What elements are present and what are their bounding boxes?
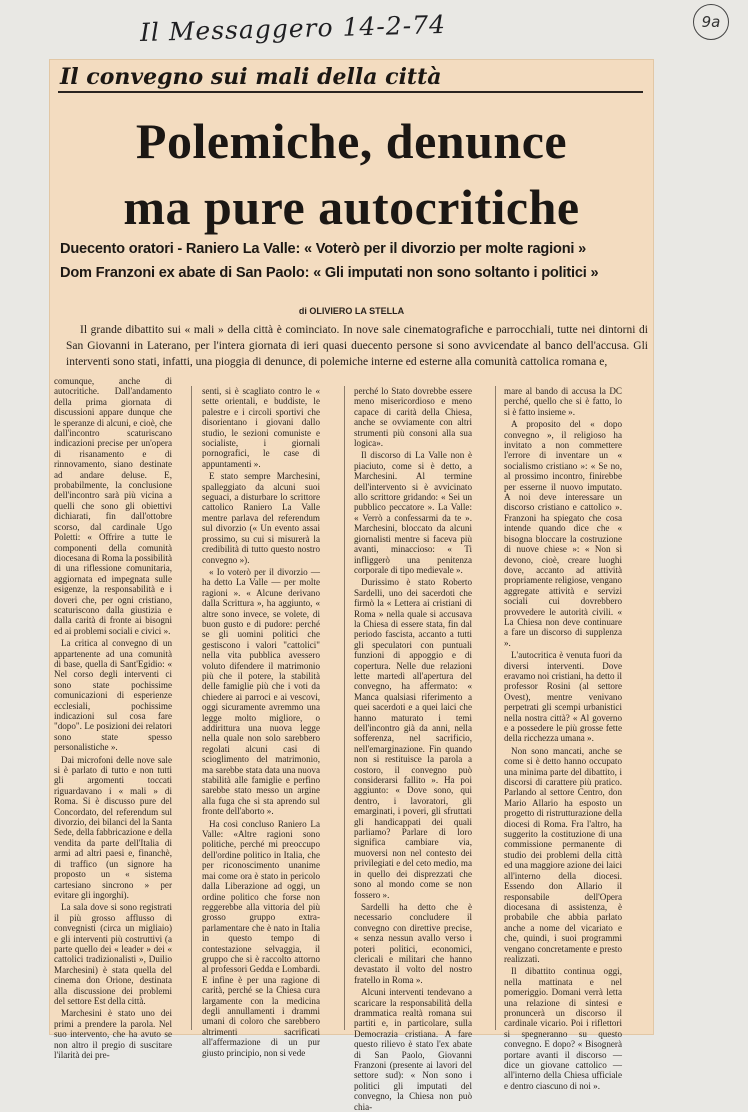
paragraph: Non sono mancati, anche se come si è detto hanno occupato una minima parte del dibattito, i discorsi di carattere più pratico. Parlando al settore Centro, don Mario Allario ha esposto un progetto di ristrutturazione della diocesi di Roma. Fra l'altro, ha suggerito la costituzione di una commissione permanente di studio dei problemi della città ed una maggiore azione dei laici all'interno della diocesi. Essendo don Allario il responsabile dell'Opera diocesana di assistenza, è probabile che abbia parlato anche a nome del vicariato e che, quindi, i suoi programmi vengano concretamente e presto realizzati. xyxy=(504,745,622,964)
handwritten-annotation: Il Messaggero 14-2-74 xyxy=(139,10,447,47)
column-3 xyxy=(354,386,472,1112)
column-1 xyxy=(54,376,172,1060)
newspaper-clipping xyxy=(50,60,653,1112)
deck-line-2: Dom Franzoni ex abate di San Paolo: « Gli imputati non sono soltanto i politici » xyxy=(60,265,599,281)
paragraph: Sardelli ha detto che è necessario concludere il convegno con direttive precise, « senza nessun avallo verso i poteri politici, economici, clericali e militari che hanno devastato il volto del nostro fratello in Roma ». xyxy=(354,901,472,985)
headline-line-1: Polemiche, denunce xyxy=(135,113,568,169)
paragraph: Il dibattito continua oggi, nella mattinata e nel pomeriggio. Domani verrà letta una relazione di sintesi e pronuncerà un discorso il cardinale vicario. Poi i riflettori si spegneranno su questo convegno. E dopo? « Bisognerà portare avanti il discorso — dice un giovane cattolico — all'interno della Chiesa ufficiale e dentro ciascuno di noi ». xyxy=(504,966,622,1091)
paragraph: comunque, anche di autocritiche. Dall'andamento della prima giornata di discussioni appare dunque che le speranze di alcuni, e cioè, che dall'incontro scaturiscano indicazioni precise per un'opera di risanamento e di rinnovamento, siano destinate ad andare deluse. E, probabilmente, la conclusione dell'incontro sarà più vicina a quelli che sono gli obiettivi dichiarati, fin dall'ottobre scorso, dal cardinale Ugo Poletti: « Offrire a tutte le componenti della comunità diocesana di Roma la possibilità di una riflessione comunitaria, aggiornata ed impegnata sulle esigenze, la responsabilità e i doveri che, per ogni cristiano, scaturiscono dalla giustizia e dalla carità di fronte ai bisogni ed ai problemi sociali e civici ». xyxy=(54,376,172,636)
paragraph: A proposito del « dopo convegno », il religioso ha invitato a non commettere l'errore di inventare un « socialismo cristiano »: « Se no, al prossimo incontro, finirebbe per esserne il nuovo imputato. A noi deve interessare un discorso cristiano e cattolico ». Franzoni ha spiegato che cosa intende quando dice che « bisogna bloccare la costruzione di nuove chiese »: « Non si devono, cioè, creare luoghi dove, accanto ad attività propriamente religiose, vengano aggregate attività e servizi sociali cui dovrebbero provvedere le autorità civili. « La Chiesa non deve continuare a fare un discorso di supplenza ». xyxy=(504,419,622,648)
paragraph: « Io voterò per il divorzio — ha detto La Valle — per molte ragioni ». « Alcune derivano dalla Scrittura », ha aggiunto, « altre sono invece, se volete, di buon gusto e di pudore: perché se gli uomini politici che gestiscono i valori "cattolici" nella vita pubblica avessero voluto difendere il matrimonio più che il potere, la stabilità delle famiglie più che i voti da chiedere ai parroci e ai vescovi, oggi sicuramente avremmo una legge molto migliore, o addirittura una nuova legge nella quale non solo sarebbero regolati alcuni casi di scioglimento del matrimonio, ma sarebbe stata data una nuova stabilità alle famiglie e perfino sarebbe stato messo un argine alla fuga che si sta aprendo sul fronte dell'aborto ». xyxy=(202,566,320,817)
column-2 xyxy=(202,386,320,1058)
deck-line-1: Duecento oratori - Raniero La Valle: « Voterò per il divorzio per molte ragioni » xyxy=(60,241,587,257)
archive-stamp: 9a xyxy=(693,4,729,40)
headline-line-2: ma pure autocritiche xyxy=(123,179,580,235)
kicker: Il convegno sui mali della città xyxy=(60,64,442,90)
paragraph: Alcuni interventi tendevano a scaricare la responsabilità della drammatica realtà romana sui partiti e, in particolare, sulla Democrazia cristiana. A fare questo rilievo è stato l'ex abate di San Paolo, Giovanni Franzoni (presente ai lavori del settore sud): « Non sono i politici gli imputati del convegno, la Chiesa non può chia- xyxy=(354,987,472,1112)
paragraph: Il discorso di La Valle non è piaciuto, come si è detto, a Marchesini. Al termine dell'intervento si è avvicinato allo scrittore gridando: « Sei un pubblico peccatore ». La Valle: « Verrò a confessarmi da te ». Marchesini, bloccato da alcuni giornalisti mentre si faceva più avanti, minaccioso: « Ti infliggerò una penitenza corporale di tipo medievale ». xyxy=(354,450,472,575)
paragraph: Dai microfoni delle nove sale si è parlato di tutto e non tutti gli argomenti toccati riguardavano i « mali » di Roma. Si è discusso pure del Concordato, del referendum sul divorzio, dei bilanci del la Santa Sede, della fabbricazione e della vendita da parte dell'Italia di armi ad altri paesi e, financhè, di traffico (un signore ha proposto un « sistema cartesiano sincrono » per evitare gli ingorghi). xyxy=(54,754,172,900)
paragraph: senti, si è scagliato contro le « sette orientali, e buddiste, le palestre e i circoli sportivi che disorientano i giovani dallo studio, le sezioni comuniste e socialiste, i giornali pornografici, le case di appuntamenti ». xyxy=(202,386,320,469)
paragraph: E stato sempre Marchesini, spalleggiato da alcuni suoi seguaci, a disturbare lo scrittore cattolico Raniero La Valle mentre parlava del referendum sul divorzio (« Un evento assai prossimo, su cui si misurerà la credibilità di tutto questo nostro convegno »). xyxy=(202,471,320,565)
paragraph: La critica al convegno di un appartenente ad una comunità di base, quella di Sant'Egidio: « Nel corso degli interventi ci sono state pochissime comunicazioni di esperienze ecclesiali, pochissime indicazioni sul cosa fare "dopo". Le posizioni dei relatori sono state spesso personalistiche ». xyxy=(54,638,172,753)
byline: di OLIVIERO LA STELLA xyxy=(298,306,405,316)
lead-paragraph: Il grande dibattito sui « mali » della città è cominciato. In nove sale cinematografiche e parrocchiali, tutte nei dintorni di San Giovanni in Laterano, per l'intera giornata di ieri quasi duecento persone si sono avvicendate al banco dell'accusa. Gli interventi sono stati, infatti, una pioggia di denunce, di polemiche interne ed esterne alla comunità cattolica romana e, xyxy=(66,324,648,368)
paragraph: Ha così concluso Raniero La Valle: «Altre ragioni sono politiche, perché mi preoccupo dell'ordine politico in Italia, che per riconoscimento unanime mai come ora è stato in pericolo dalla Liberazione ad oggi, un ordine politico che forse non reggerebbe alla vittoria del più grosso gruppo extra-parlamentare che è nato in Italia in questo tempo di contestazione selvaggia, il gruppo che si è raccolto attorno al professori Gedda e Lombardi. E infine è per una ragione di carità, perché se la Chiesa cura largamente con la medicina degli annullamenti i drammi umani di coloro che sarebbero altrimenti sacrificati all'affermazione di un pur giusto principio, non si vede xyxy=(202,818,320,1058)
paragraph: La sala dove si sono registrati il più grosso afflusso di convegnisti (circa un migliaio) e gli interventi più costruttivi (a parte quello dei « leader » dei « cattolici tradizionalisti », Duilio Marchesini) è stata quella del cinema don Orione, destinata alla discussione dei problemi del settore Est della città. xyxy=(54,902,172,1006)
column-4 xyxy=(504,386,622,1091)
article-columns xyxy=(54,376,651,1112)
column-divider xyxy=(344,386,345,1030)
column-divider xyxy=(495,386,496,1030)
paragraph: L'autocritica è venuta fuori da diversi interventi. Dove eravamo noi cristiani, ha detto il professor Rosini (al settore Ovest), mentre venivano perpetrati gli scempi urbanistici nella nostra città? « Al governo e a possedere le più grosse fette della ricchezza umana ». xyxy=(504,650,622,744)
column-divider xyxy=(191,386,192,1030)
paragraph: perché lo Stato dovrebbe essere meno misericordioso e meno capace di carità della Chiesa, anche se ovviamente con altri strumenti più consoni alla sua logica». xyxy=(354,386,472,449)
kicker-rule xyxy=(58,91,643,93)
paragraph: Durissimo è stato Roberto Sardelli, uno dei sacerdoti che firmò la « Lettera ai cristiani di Roma » nella quale si accusava la Chiesa di essere stata, fin dal periodo fascista, accanto a tutti gli speculatori con puntuali funzioni di appoggio e di copertura. Nelle due relazioni lette martedì all'apertura del convegno, ha affermato: « Manca qualsiasi riferimento a quei sacerdoti e a quei laici che hanno maturato i temi dell'incontro già da anni, nella sofferenza, nel sacrificio, nell'emarginazione. Fin quando non si restituisce la parola a costoro, il convegno può considerarsi fallito ». Ha poi aggiunto: « Dove sono, qui dentro, i lavoratori, gli emarginati, i poveri, gli sfruttati gli handicappati dei quali parliamo? Parlare di loro significa cambiare via, muoversi non nel contesto dei privilegiati e del ceto medio, ma in quello dei disprezzati che sono al mondo come se non fossero ». xyxy=(354,577,472,900)
paragraph: Marchesini è stato uno dei primi a prendere la parola. Nel suo intervento, che ha avuto se non altro il pregio di suscitare l'ilarità dei pre- xyxy=(54,1008,172,1060)
paragraph: mare al bando di accusa la DC perché, quello che si è fatto, lo si è fatto insieme ». xyxy=(504,386,622,417)
